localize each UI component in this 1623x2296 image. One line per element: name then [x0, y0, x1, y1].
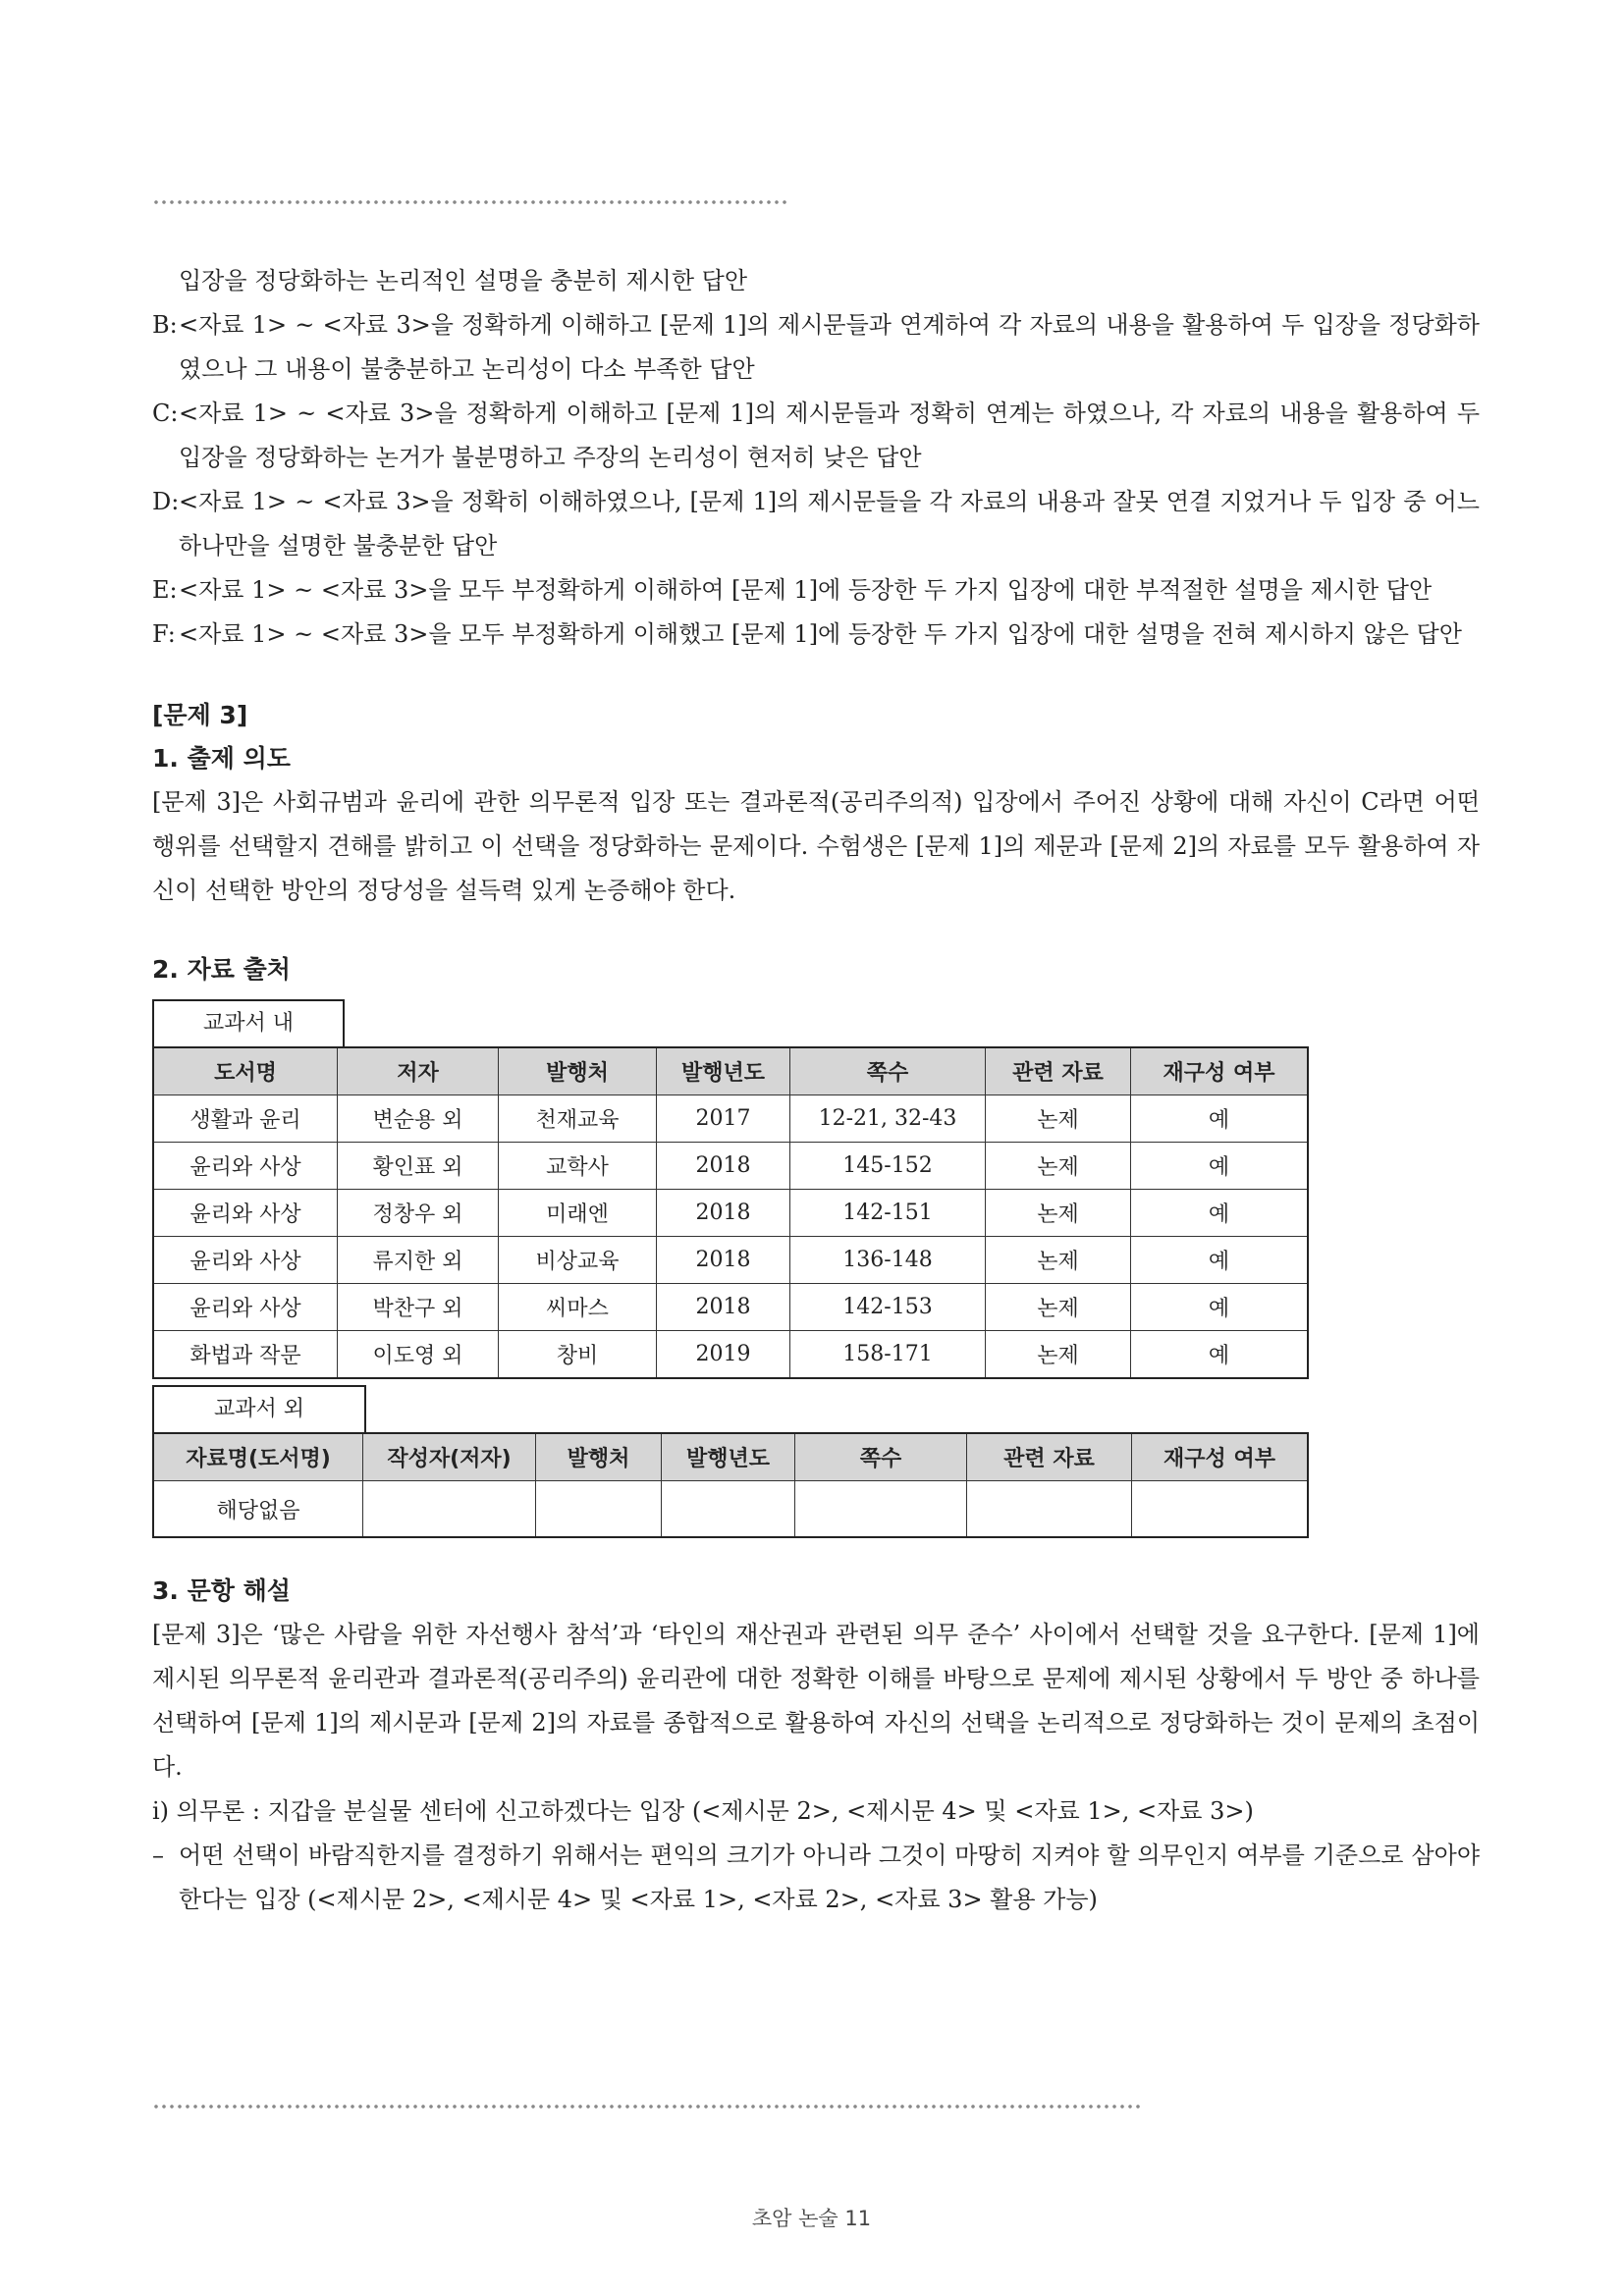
table-cell: 윤리와 사상: [153, 1143, 338, 1190]
column-header: 발행처: [499, 1047, 657, 1095]
table-cell: 씨마스: [499, 1284, 657, 1331]
table-cell: 2018: [657, 1143, 790, 1190]
section3-body: [문제 3]은 ‘많은 사람을 위한 자선행사 참석’과 ‘타인의 재산권과 관련된 의무 준수’ 사이에서 선택할 것을 요구한다. [문제 1]에 제시된 의무론적 윤리관과 결과론적(공리주의) 윤리관에 대한 정확한 이해를 바탕으로 문제에 제시된 상황에서 두 방안 중 하나를 선택하여 [문제 1]의 제시문과 [문제 2]의 자료를 종합적으로 활용하여 자신의 선택을 논리적으로 정당화하는 것이 문제의 초점이다.: [152, 1621, 1480, 1781]
textbook-outside-tab: 교과서 외: [152, 1385, 366, 1432]
table-cell: 136-148: [790, 1237, 986, 1284]
grade-e: [152, 568, 1480, 613]
grade-f: [152, 613, 1480, 657]
grade-d: [152, 480, 1480, 568]
table-cell: 2019: [657, 1331, 790, 1379]
column-header: 재구성 여부: [1131, 1047, 1309, 1095]
table-row: [153, 1331, 1308, 1379]
column-header: 쪽수: [790, 1047, 986, 1095]
table-row: [153, 1481, 1308, 1538]
table-cell: 논제: [986, 1284, 1131, 1331]
textbook-inside-tab: 교과서 내: [152, 999, 345, 1046]
grade-b: [152, 303, 1480, 392]
column-header: 도서명: [153, 1047, 338, 1095]
table-row: [153, 1143, 1308, 1190]
table-cell: 생활과 윤리: [153, 1095, 338, 1143]
table-cell: 윤리와 사상: [153, 1237, 338, 1284]
section3-heading: 3. 문항 해설: [152, 1576, 291, 1605]
column-header: 재구성 여부: [1132, 1433, 1309, 1481]
section1-body: [문제 3]은 사회규범과 윤리에 관한 의무론적 입장 또는 결과론적(공리주의적) 입장에서 주어진 상황에 대해 자신이 C라면 어떤 행위를 선택할지 견해를 밝히고 이 선택을 정당화하는 문제이다. 수험생은 [문제 1]의 제문과 [문제 2]의 자료를 모두 활용하여 자신이 선택한 방안의 정당성을 설득력 있게 논증해야 한다.: [152, 788, 1480, 904]
column-header: 발행처: [536, 1433, 662, 1481]
table-cell-empty: [967, 1481, 1132, 1538]
table-cell-empty: [536, 1481, 662, 1538]
table-cell: 논제: [986, 1237, 1131, 1284]
grade-text: <자료 1> ~ <자료 3>을 정확하게 이해하고 [문제 1]의 제시문들과 정확히 연계는 하였으나, 각 자료의 내용을 활용하여 두 입장을 정당화하는 논거가 불분명하고 주장의 논리성이 현저히 낮은 답안: [179, 400, 1480, 471]
table-cell: 예: [1131, 1284, 1309, 1331]
table-cell: 2018: [657, 1284, 790, 1331]
table-header-row: [153, 1047, 1308, 1095]
page-number: 초암 논술 11: [751, 2207, 872, 2230]
table-cell: 145-152: [790, 1143, 986, 1190]
continuation-line: 입장을 정당화하는 논리적인 설명을 충분히 제시한 답안: [179, 267, 748, 294]
section2-heading: 2. 자료 출처: [152, 955, 291, 984]
page-content: [152, 259, 1480, 1922]
table-cell: 예: [1131, 1190, 1309, 1237]
table-row: [153, 1095, 1308, 1143]
column-header: 관련 자료: [986, 1047, 1131, 1095]
grade-label: F:: [152, 620, 176, 648]
table-cell: 2018: [657, 1237, 790, 1284]
table-cell: 예: [1131, 1331, 1309, 1379]
table-cell: 논제: [986, 1331, 1131, 1379]
table-cell: 윤리와 사상: [153, 1284, 338, 1331]
grade-text: <자료 1> ~ <자료 3>을 모두 부정확하게 이해했고 [문제 1]에 등장한 두 가지 입장에 대한 설명을 전혀 제시하지 않은 답안: [179, 620, 1462, 648]
table-cell: 논제: [986, 1190, 1131, 1237]
table-cell: 비상교육: [499, 1237, 657, 1284]
column-header: 자료명(도서명): [153, 1433, 363, 1481]
table-cell: 예: [1131, 1143, 1309, 1190]
section3-item-1: ⅰ) 의무론 : 지갑을 분실물 센터에 신고하겠다는 입장 (<제시문 2>, <제시문 4> 및 <자료 1>, <자료 3>): [152, 1797, 1254, 1825]
table-cell-empty: [795, 1481, 967, 1538]
table-cell: 화법과 작문: [153, 1331, 338, 1379]
column-header: 관련 자료: [967, 1433, 1132, 1481]
table-cell: 정창우 외: [338, 1190, 499, 1237]
table-cell-empty: [1132, 1481, 1309, 1538]
table-cell: 창비: [499, 1331, 657, 1379]
table-cell: 2018: [657, 1190, 790, 1237]
table-row: [153, 1237, 1308, 1284]
textbook-inside-table: [152, 1046, 1309, 1379]
grade-label: B:: [152, 311, 178, 339]
table-cell: 박찬구 외: [338, 1284, 499, 1331]
column-header: 저자: [338, 1047, 499, 1095]
textbook-outside-table: [152, 1432, 1309, 1538]
table-cell: 이도영 외: [338, 1331, 499, 1379]
table-cell: 변순용 외: [338, 1095, 499, 1143]
dash-marker: –: [152, 1842, 164, 1869]
bottom-dotted-divider: [152, 2104, 1144, 2109]
grade-label: C:: [152, 400, 179, 427]
section3-item-2: [152, 1834, 1480, 1922]
top-dotted-divider: [152, 199, 790, 205]
section1-heading: 1. 출제 의도: [152, 744, 291, 773]
column-header: 발행년도: [662, 1433, 795, 1481]
table-cell: 논제: [986, 1095, 1131, 1143]
grade-label: D:: [152, 488, 180, 515]
section3-item-2-text: 어떤 선택이 바람직한지를 결정하기 위해서는 편익의 크기가 아니라 그것이 마땅히 지켜야 할 의무인지 여부를 기준으로 삼아야 한다는 입장 (<제시문 2>, <제시문 4> 및 <자료 1>, <자료 2>, <자료 3> 활용 가능): [179, 1842, 1480, 1913]
table-cell: 미래엔: [499, 1190, 657, 1237]
column-header: 발행년도: [657, 1047, 790, 1095]
column-header: 작성자(저자): [363, 1433, 536, 1481]
grade-c: [152, 392, 1480, 480]
grade-text: <자료 1> ~ <자료 3>을 모두 부정확하게 이해하여 [문제 1]에 등장한 두 가지 입장에 대한 부적절한 설명을 제시한 답안: [179, 576, 1433, 604]
table-cell: 해당없음: [153, 1481, 363, 1538]
grade-text: <자료 1> ~ <자료 3>을 정확히 이해하였으나, [문제 1]의 제시문들을 각 자료의 내용과 잘못 연결 지었거나 두 입장 중 어느 하나만을 설명한 불충분한 답안: [179, 488, 1480, 560]
table-cell: 논제: [986, 1143, 1131, 1190]
table-cell-empty: [662, 1481, 795, 1538]
problem-title: [문제 3]: [152, 701, 248, 729]
table-cell-empty: [363, 1481, 536, 1538]
table-cell: 윤리와 사상: [153, 1190, 338, 1237]
table-cell: 142-153: [790, 1284, 986, 1331]
grade-label: E:: [152, 576, 178, 604]
column-header: 쪽수: [795, 1433, 967, 1481]
table-cell: 158-171: [790, 1331, 986, 1379]
grade-text: <자료 1> ~ <자료 3>을 정확하게 이해하고 [문제 1]의 제시문들과 연계하여 각 자료의 내용을 활용하여 두 입장을 정당화하였으나 그 내용이 불충분하고 논리성이 다소 부족한 답안: [179, 311, 1480, 383]
textbook-inside-block: [152, 999, 1480, 1379]
table-cell: 예: [1131, 1095, 1309, 1143]
table-cell: 교학사: [499, 1143, 657, 1190]
table-row: [153, 1190, 1308, 1237]
table-cell: 예: [1131, 1237, 1309, 1284]
table-cell: 황인표 외: [338, 1143, 499, 1190]
table-header-row: [153, 1433, 1308, 1481]
table-cell: 류지한 외: [338, 1237, 499, 1284]
table-cell: 천재교육: [499, 1095, 657, 1143]
table-cell: 12-21, 32-43: [790, 1095, 986, 1143]
table-cell: 142-151: [790, 1190, 986, 1237]
table-cell: 2017: [657, 1095, 790, 1143]
table-row: [153, 1284, 1308, 1331]
textbook-outside-block: [152, 1385, 1480, 1538]
